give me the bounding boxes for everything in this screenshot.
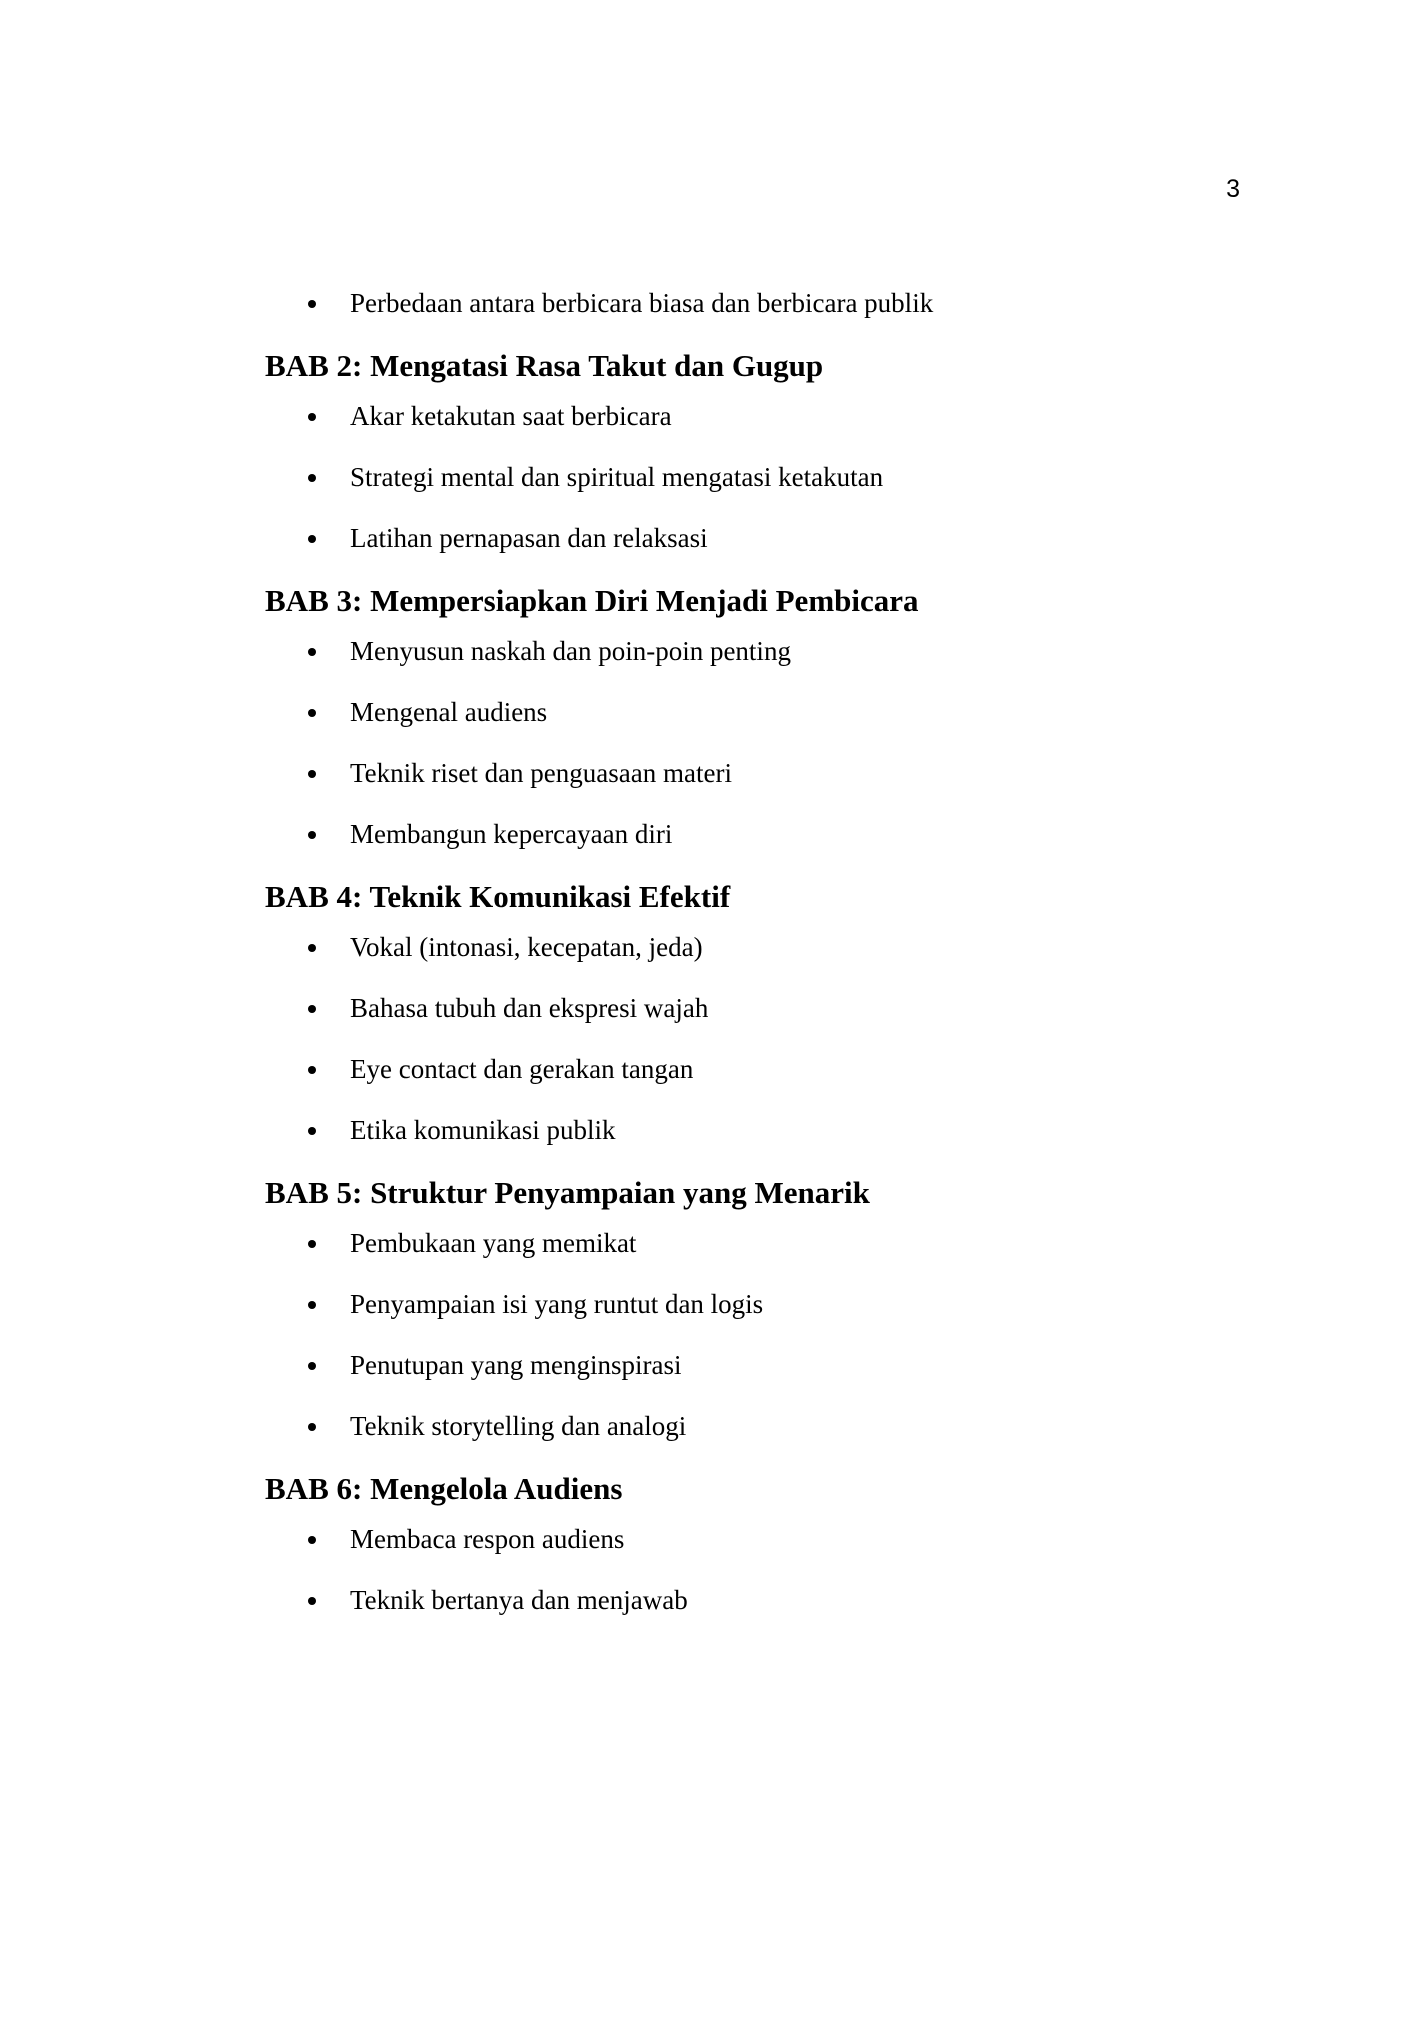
list-item-text: Etika komunikasi publik <box>350 1115 616 1145</box>
list-item <box>265 1112 1265 1148</box>
bullet-list <box>265 633 1265 852</box>
list-item-text: Latihan pernapasan dan relaksasi <box>350 523 708 553</box>
list-item-text: Eye contact dan gerakan tangan <box>350 1054 694 1084</box>
section-bab-4 <box>265 877 1265 1148</box>
bullet-icon <box>308 474 316 482</box>
page-number: 3 <box>1226 175 1240 203</box>
list-item <box>265 398 1265 434</box>
bullet-icon <box>308 535 316 543</box>
list-item <box>265 755 1265 791</box>
list-item <box>265 1521 1265 1557</box>
bullet-icon <box>308 1423 316 1431</box>
list-item-text: Strategi mental dan spiritual mengatasi ketakutan <box>350 462 884 492</box>
list-item-text: Membangun kepercayaan diri <box>350 819 673 849</box>
list-item <box>265 929 1265 965</box>
section-bab-2 <box>265 346 1265 556</box>
section-bab-6 <box>265 1469 1265 1618</box>
bullet-list <box>265 1225 1265 1444</box>
chapter-heading: BAB 3: Mempersiapkan Diri Menjadi Pembicara <box>265 583 919 618</box>
bullet-list <box>265 1521 1265 1618</box>
list-item-text: Mengenal audiens <box>350 697 548 727</box>
list-item-text: Perbedaan antara berbicara biasa dan berbicara publik <box>350 288 934 318</box>
list-item <box>265 1408 1265 1444</box>
list-item-text: Penutupan yang menginspirasi <box>350 1350 682 1380</box>
list-item-text: Penyampaian isi yang runtut dan logis <box>350 1289 764 1319</box>
section-bab-1-continued <box>265 285 1265 321</box>
list-item <box>265 459 1265 495</box>
bullet-icon <box>308 1536 316 1544</box>
chapter-heading: BAB 4: Teknik Komunikasi Efektif <box>265 879 731 914</box>
list-item <box>265 1286 1265 1322</box>
bullet-icon <box>308 770 316 778</box>
bullet-icon <box>308 1301 316 1309</box>
bullet-list <box>265 398 1265 556</box>
list-item <box>265 1051 1265 1087</box>
bullet-list <box>265 929 1265 1148</box>
list-item <box>265 285 1265 321</box>
list-item <box>265 1347 1265 1383</box>
section-bab-5 <box>265 1173 1265 1444</box>
bullet-icon <box>308 413 316 421</box>
bullet-icon <box>308 1127 316 1135</box>
list-item <box>265 816 1265 852</box>
list-item <box>265 520 1265 556</box>
list-item-text: Pembukaan yang memikat <box>350 1228 637 1258</box>
list-item-text: Teknik storytelling dan analogi <box>350 1411 687 1441</box>
bullet-icon <box>308 300 316 308</box>
chapter-heading: BAB 6: Mengelola Audiens <box>265 1471 623 1506</box>
list-item <box>265 990 1265 1026</box>
list-item <box>265 694 1265 730</box>
document-body <box>265 285 1265 1643</box>
section-bab-3 <box>265 581 1265 852</box>
bullet-icon <box>308 1066 316 1074</box>
list-item-text: Teknik bertanya dan menjawab <box>350 1585 688 1615</box>
bullet-icon <box>308 648 316 656</box>
list-item <box>265 633 1265 669</box>
bullet-icon <box>308 1005 316 1013</box>
bullet-icon <box>308 709 316 717</box>
list-item-text: Membaca respon audiens <box>350 1524 625 1554</box>
bullet-list <box>265 285 1265 321</box>
chapter-heading: BAB 2: Mengatasi Rasa Takut dan Gugup <box>265 348 824 383</box>
list-item-text: Bahasa tubuh dan ekspresi wajah <box>350 993 709 1023</box>
list-item-text: Menyusun naskah dan poin-poin penting <box>350 636 791 666</box>
list-item <box>265 1582 1265 1618</box>
bullet-icon <box>308 1240 316 1248</box>
bullet-icon <box>308 831 316 839</box>
list-item-text: Vokal (intonasi, kecepatan, jeda) <box>350 932 703 962</box>
list-item-text: Teknik riset dan penguasaan materi <box>350 758 732 788</box>
bullet-icon <box>308 1597 316 1605</box>
list-item <box>265 1225 1265 1261</box>
bullet-icon <box>308 944 316 952</box>
list-item-text: Akar ketakutan saat berbicara <box>350 401 672 431</box>
bullet-icon <box>308 1362 316 1370</box>
chapter-heading: BAB 5: Struktur Penyampaian yang Menarik <box>265 1175 870 1210</box>
